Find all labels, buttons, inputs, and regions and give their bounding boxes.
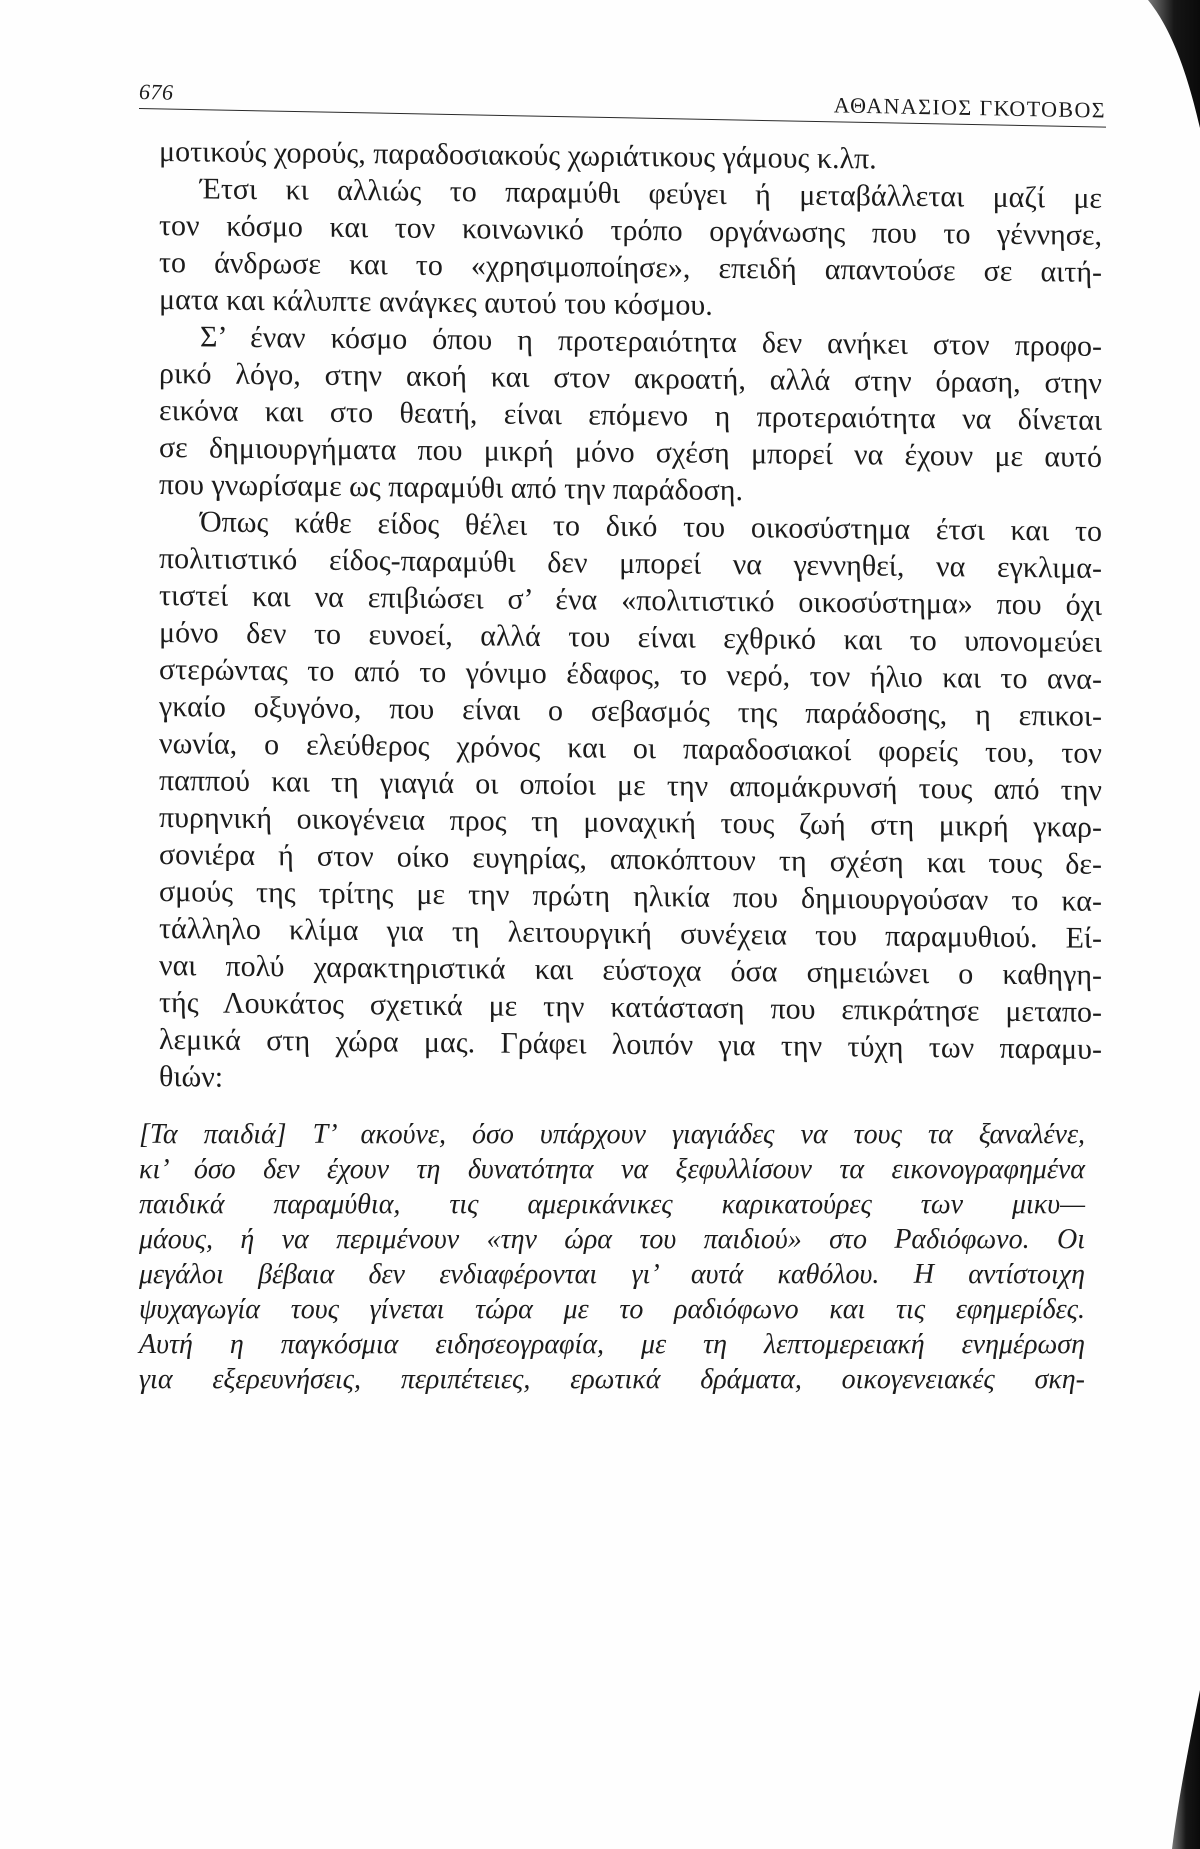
body-line: νωνία, ο ελεύθερος χρόνος και οι παραδοσιακοί φορείς του, τον [159, 727, 1102, 770]
running-head-author: ΑΘΑΝΑΣΙΟΣ ΓΚΟΤΟΒΟΣ [833, 92, 1106, 123]
body-line: ρικό λόγο, στην ακοή και στον ακροατή, αλλά στην όραση, στην [159, 357, 1102, 400]
body-line: στερώντας το από το γόνιμο έδαφος, το νερό, τον ήλιο και το ανα- [159, 653, 1102, 696]
quote-line: [Τα παιδιά] Τ’ ακούνε, όσο υπάρχουν γιαγιάδες να τους τα ξαναλένε, [139, 1119, 1085, 1150]
quote-line: Αυτή η παγκόσμια ειδησεογραφία, με τη λεπτομερειακή ενημέρωση [139, 1329, 1085, 1360]
body-line: ματα και κάλυπτε ανάγκες αυτού του κόσμου. [159, 283, 713, 322]
body-line: σμούς της τρίτης με την πρώτη ηλικία που δημιουργούσαν το κα- [159, 875, 1102, 918]
body-line: λεμικά στη χώρα μας. Γράφει λοιπόν για την τύχη των παραμυ- [159, 1023, 1102, 1066]
body-line: τιστεί και να επιβιώσει σ’ ένα «πολιτιστικό οικοσύστημα» που όχι [159, 579, 1102, 622]
quote-line: κι’ όσο δεν έχουν τη δυνατότητα να ξεφυλλίσουν τα εικονογραφημένα [139, 1154, 1085, 1185]
body-line: τής Λουκάτος σχετικά με την κατάσταση που επικράτησε μεταπο- [159, 986, 1102, 1029]
body-line: Όπως κάθε είδος θέλει το δικό του οικοσύστημα έτσι και το [200, 505, 1102, 548]
body-line: θιών: [159, 1060, 224, 1094]
body-line: ναι πολύ χαρακτηριστικά και εύστοχα όσα σημειώνει ο καθηγη- [159, 949, 1102, 992]
body-line: σε δημιουργήματα που μικρή μόνο σχέση μπορεί να έχουν με αυτό [159, 431, 1102, 474]
quote-line: μεγάλοι βέβαια δεν ενδιαφέρονται γι’ αυτά καθόλου. Η αντίστοιχη [139, 1259, 1085, 1290]
scan-shadow-top-right [1148, 0, 1200, 128]
scan-shadow-bottom-right [1172, 1690, 1200, 1849]
body-line: Σ’ έναν κόσμο όπου η προτεραιότητα δεν ανήκει στον προφο- [200, 320, 1102, 363]
body-line: που γνωρίσαμε ως παραμύθι από την παράδοση. [159, 468, 743, 508]
body-line: μοτικούς χορούς, παραδοσιακούς χωριάτικους γάμους κ.λπ. [159, 135, 877, 176]
main-text [159, 133, 1102, 1105]
block-quote [139, 1117, 1085, 1397]
body-line: πυρηνική οικογένεια προς τη μοναχική τους ζωή στη μικρή γκαρ- [159, 801, 1102, 844]
quote-line: μάους, ή να περιμένουν «την ώρα του παιδιού» στο Ραδιόφωνο. Οι [139, 1224, 1085, 1255]
body-line: Έτσι κι αλλιώς το παραμύθι φεύγει ή μεταβάλλεται μαζί με [200, 172, 1102, 215]
body-line: μόνο δεν το ευνοεί, αλλά του είναι εχθρικό και το υπονομεύει [159, 616, 1102, 659]
body-line: γκαίο οξυγόνο, που είναι ο σεβασμός της παράδοσης, η επικοι- [159, 690, 1102, 733]
body-line: πολιτιστικό είδος-παραμύθι δεν μπορεί να γεννηθεί, να εγκλιμα- [159, 542, 1102, 585]
body-line: το άνδρωσε και το «χρησιμοποίησε», επειδή απαντούσε σε αιτή- [159, 246, 1102, 289]
quote-line: για εξερευνήσεις, περιπέτειες, ερωτικά δράματα, οικογενειακές σκη- [139, 1364, 1085, 1395]
body-line: τάλληλο κλίμα για τη λειτουργική συνέχεια του παραμυθιού. Εί- [159, 912, 1102, 955]
quote-line: παιδικά παραμύθια, τις αμερικάνικες καρικατούρες των μικυ— [139, 1189, 1085, 1220]
body-line: εικόνα και στο θεατή, είναι επόμενο η προτεραιότητα να δίνεται [159, 394, 1102, 437]
quote-line: ψυχαγωγία τους γίνεται τώρα με το ραδιόφωνο και τις εφημερίδες. [139, 1294, 1085, 1325]
page-number: 676 [139, 79, 174, 105]
running-header [139, 79, 1106, 128]
body-line: σονιέρα ή στον οίκο ευγηρίας, αποκόπτουν τη σχέση και τους δε- [159, 838, 1102, 881]
body-line: τον κόσμο και τον κοινωνικό τρόπο οργάνωσης που το γέννησε, [159, 209, 1102, 252]
body-line: παππού και τη γιαγιά οι οποίοι με την απομάκρυνσή τους από την [159, 764, 1102, 807]
